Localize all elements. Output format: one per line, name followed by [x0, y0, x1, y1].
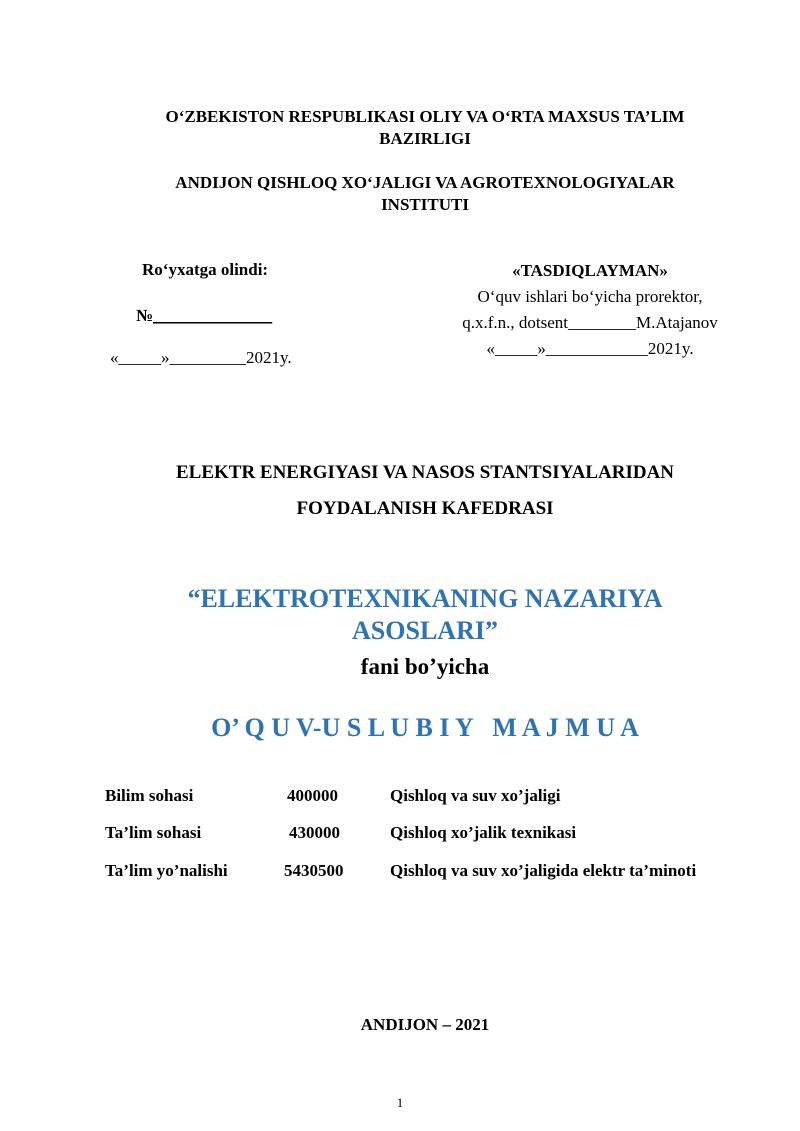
institute-line-2: INSTITUTI [381, 195, 469, 214]
complex-title: O’ Q U V-U S L U B I Y M A J M U A [211, 713, 639, 742]
field-label: Bilim sohasi [105, 786, 194, 805]
field-code: 5430500 [284, 861, 344, 880]
field-value: Qishloq xo’jalik texnikasi [390, 823, 577, 842]
registration-number [136, 306, 272, 326]
registration-number-label: № [136, 306, 154, 325]
field-row [0, 823, 800, 847]
subject-title-line-2: ASOSLARI” [352, 616, 498, 645]
department-line-1: ELEKTR ENERGIYASI VA NASOS STANTSIYALARIDAN [175, 462, 675, 483]
registration-title: Ro‘yxatga olindi: [142, 260, 269, 279]
registration-date: «_____»_________2021y. [110, 348, 292, 367]
approval-line-2: q.x.f.n., dotsent________M.Atajanov [462, 313, 718, 332]
registration-number-blank: ______________ [153, 306, 273, 325]
city-year: ANDIJON – 2021 [360, 1015, 490, 1034]
subject-title [100, 583, 750, 647]
department-line-2: FOYDALANISH KAFEDRASI [296, 498, 554, 519]
field-label: Ta’lim yo’nalishi [105, 861, 228, 880]
field-value: Qishloq va suv xo’jaligida elektr ta’minoti [390, 861, 697, 880]
subject-title-line-1: “ELEKTROTEXNIKANING NAZARIYA [187, 584, 663, 613]
subject-suffix: fani bo’yicha [360, 654, 490, 679]
approval-title: «TASDIQLAYMAN» [512, 261, 668, 280]
approval-date: «_____»____________2021y. [486, 339, 694, 358]
institute-line-1: ANDIJON QISHLOQ XO‘JALIGI VA AGROTEXNOLOGIYALAR [175, 173, 675, 192]
approval-line-1: O‘quv ishlari bo‘yicha prorektor, [477, 287, 703, 306]
institute-heading [100, 172, 750, 216]
field-row [0, 786, 800, 810]
page-number: 1 [396, 1095, 404, 1110]
field-row [0, 861, 800, 885]
ministry-line-1: O‘ZBEKISTON RESPUBLIKASI OLIY VA O‘RTA MAXSUS TA’LIM [165, 107, 685, 126]
ministry-line-2: BAZIRLIGI [379, 129, 471, 148]
field-value: Qishloq va suv xo’jaligi [390, 786, 561, 805]
field-code: 430000 [289, 823, 340, 842]
field-code: 400000 [287, 786, 338, 805]
field-label: Ta’lim sohasi [105, 823, 202, 842]
approval-block [430, 258, 750, 362]
ministry-heading [100, 106, 750, 150]
